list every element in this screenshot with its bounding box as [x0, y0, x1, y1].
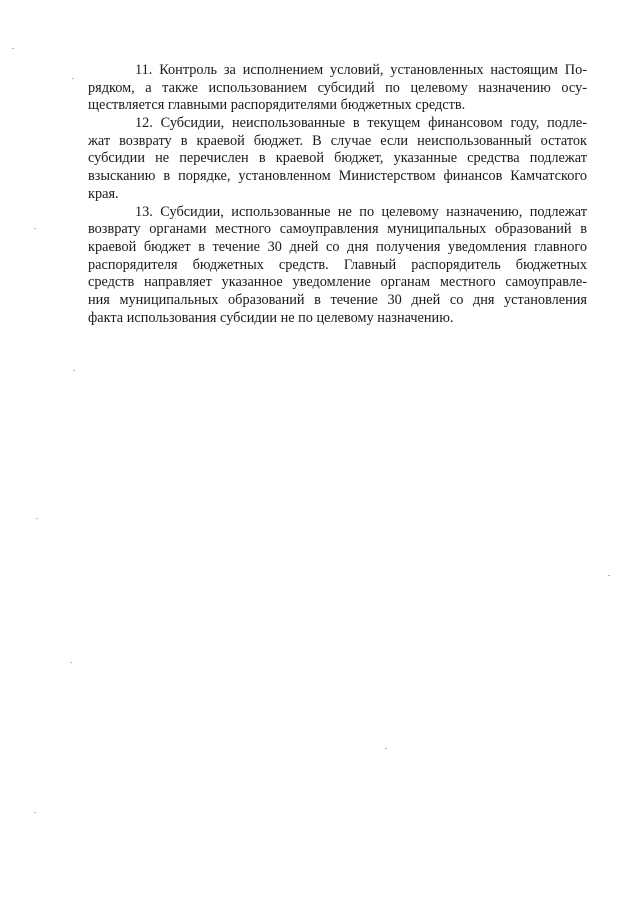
- paragraph-11-line-1: 11. Контроль за исполнением условий, установленных настоящим По-: [135, 62, 587, 78]
- paragraph-12: [88, 115, 587, 203]
- paragraph-11-line-2: рядком, а также использованием субсидий по целевому назначению осу-: [88, 79, 587, 96]
- document-body: [88, 62, 587, 327]
- scan-speck: [73, 370, 75, 371]
- paragraph-13-line-2: возврату органами местного самоуправления муниципальных образований в: [88, 221, 587, 238]
- scan-speck: [70, 662, 72, 663]
- scan-speck: [608, 575, 610, 576]
- scan-speck: [385, 748, 387, 749]
- paragraph-13-line-3: краевой бюджет в течение 30 дней со дня получения уведомления главного: [88, 238, 587, 255]
- scan-speck: [72, 78, 74, 79]
- paragraph-12-line-4: взысканию в порядке, установленном Министерством финансов Камчатского: [88, 168, 587, 185]
- paragraph-12-line-1: 12. Субсидии, неиспользованные в текущем финансовом году, подле-: [135, 115, 587, 132]
- paragraph-11-line-3: ществляется главными распорядителями бюджетных средств.: [88, 97, 466, 114]
- paragraph-13-line-1: 13. Субсидии, использованные не по целевому назначению, подлежат: [135, 203, 587, 220]
- paragraph-12-line-2: жат возврату в краевой бюджет. В случае если неиспользованный остаток: [88, 132, 587, 149]
- paragraph-12-line-3: субсидии не перечислен в краевой бюджет, указанные средства подлежат: [88, 150, 587, 167]
- paragraph-12-line-5: края.: [88, 185, 119, 202]
- scan-speck: [34, 228, 36, 229]
- scan-speck: [34, 812, 36, 813]
- paragraph-13: [88, 204, 587, 328]
- scan-speck: [12, 48, 14, 49]
- paragraph-13-line-7: факта использования субсидии не по целевому назначению.: [88, 309, 454, 326]
- paragraph-13-line-4: распорядителя бюджетных средств. Главный распорядитель бюджетных: [88, 256, 587, 273]
- paragraph-13-line-6: ния муниципальных образований в течение 30 дней со дня установления: [88, 291, 587, 308]
- paragraph-13-line-5: средств направляет указанное уведомление органам местного самоуправле-: [88, 274, 587, 291]
- paragraph-11: [88, 62, 587, 115]
- scan-speck: [36, 518, 38, 519]
